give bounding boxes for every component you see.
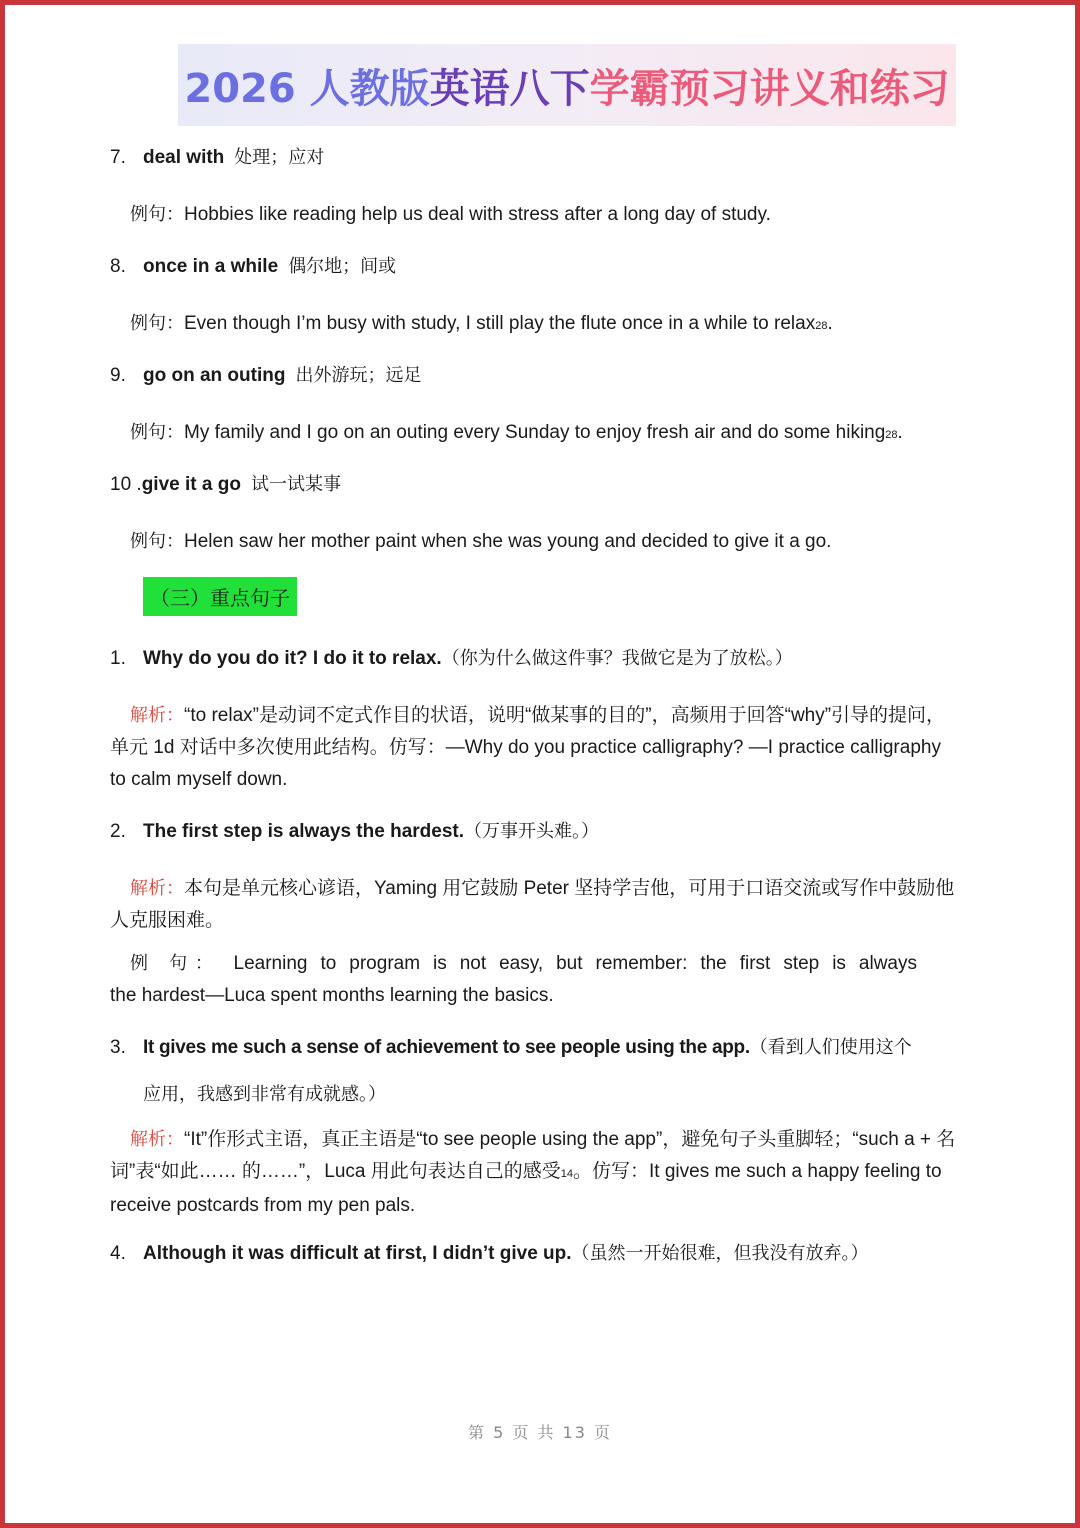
phrase-term: go on an outing — [143, 365, 286, 386]
sentence-example: 例 句： Learning to program is not easy, but remember: the first step is always — [130, 953, 917, 974]
reference-mark: 14 — [560, 1168, 573, 1180]
phrase-example: 例句：Hobbies like reading help us deal with stress after a long day of study. — [130, 204, 771, 225]
phrase-meaning: 试一试某事 — [250, 474, 341, 495]
sentence-english: Why do you do it? I do it to relax. — [143, 648, 442, 669]
sentence-example-cont: the hardest—Luca spent months learning the basics. — [110, 985, 554, 1006]
title-part-topic: 学霸预习讲义和练习 — [589, 65, 950, 112]
reference-mark: 28 — [815, 320, 828, 332]
sentence-translation: （万事开头难。） — [464, 821, 599, 842]
title-part-year: 2026 人教版 — [184, 65, 430, 112]
phrase-meaning: 出外游玩；远足 — [295, 365, 422, 386]
sentence-translation: （你为什么做这件事？我做它是为了放松。） — [441, 648, 793, 669]
reference-mark: 28 — [885, 429, 898, 441]
phrase-example: 例句：Even though I’m busy with study, I still play the flute once in a while to relax28. — [130, 313, 833, 334]
sentence-translation-cont: 应用，我感到非常有成就感。） — [143, 1084, 386, 1105]
key-sentence: 2. The first step is always the hardest.（万事开头难。） — [110, 821, 599, 842]
title-part-subject: 英语八下 — [429, 65, 590, 112]
page-number: 第 5 页 共 13 页 — [468, 1423, 612, 1442]
key-sentence: 3. It gives me such a sense of achievement to see people using the app.（看到人们使用这个 — [110, 1037, 912, 1058]
phrase-example: 例句：My family and I go on an outing every Sunday to enjoy fresh air and do some hiking28. — [130, 422, 903, 443]
section-heading: （三）重点句子 — [143, 577, 297, 616]
sentence-analysis: 解析：“to relax”是动词不定式作目的状语，说明“做某事的目的”，高频用于回答“why”引导的提问，单元 1d 对话中多次使用此结构。仿写：—Why do you practice calligraphy? —I practice calligraphy to calm myself down. — [110, 705, 946, 790]
sentence-translation: （虽然一开始很难，但我没有放弃。） — [571, 1243, 869, 1264]
key-sentence: 1. Why do you do it? I do it to relax.（你为什么做这件事？我做它是为了放松。） — [110, 648, 793, 669]
phrase-term: give it a go — [141, 474, 241, 495]
phrase-meaning: 偶尔地；间或 — [288, 256, 397, 277]
phrase-item: 8. once in a while 偶尔地；间或 — [110, 256, 397, 277]
sentence-analysis: 解析：“It”作形式主语，真正主语是“to see people using the app”，避免句子头重脚轻；“such a + 名词”表“如此…… 的……”，Luca 用此句表达自己的感受14。仿写：It gives me such a happy feeling to receive postcards from my pen pals. — [110, 1129, 956, 1216]
phrase-item: 7. deal with 处理；应对 — [110, 147, 325, 168]
phrase-meaning: 处理；应对 — [234, 147, 325, 168]
sentence-english: The first step is always the hardest. — [143, 821, 464, 842]
phrase-item: 9. go on an outing 出外游玩；远足 — [110, 365, 422, 386]
sentence-analysis: 解析：本句是单元核心谚语，Yaming 用它鼓励 Peter 坚持学吉他，可用于口语交流或写作中鼓励他人克服困难。 — [110, 878, 955, 931]
sentence-translation: （看到人们使用这个 — [749, 1037, 912, 1058]
phrase-term: deal with — [143, 147, 225, 168]
phrase-example: 例句：Helen saw her mother paint when she was young and decided to give it a go. — [130, 531, 832, 552]
title-banner — [178, 44, 956, 126]
phrase-item: 10 .give it a go 试一试某事 — [110, 474, 341, 495]
sentence-english: Although it was difficult at first, I didn’t give up. — [143, 1243, 572, 1264]
key-sentence: 4. Although it was difficult at first, I didn’t give up.（虽然一开始很难，但我没有放弃。） — [110, 1243, 869, 1264]
sentence-english: It gives me such a sense of achievement to see people using the app. — [143, 1037, 750, 1058]
page-title — [184, 57, 949, 114]
phrase-term: once in a while — [143, 256, 279, 277]
